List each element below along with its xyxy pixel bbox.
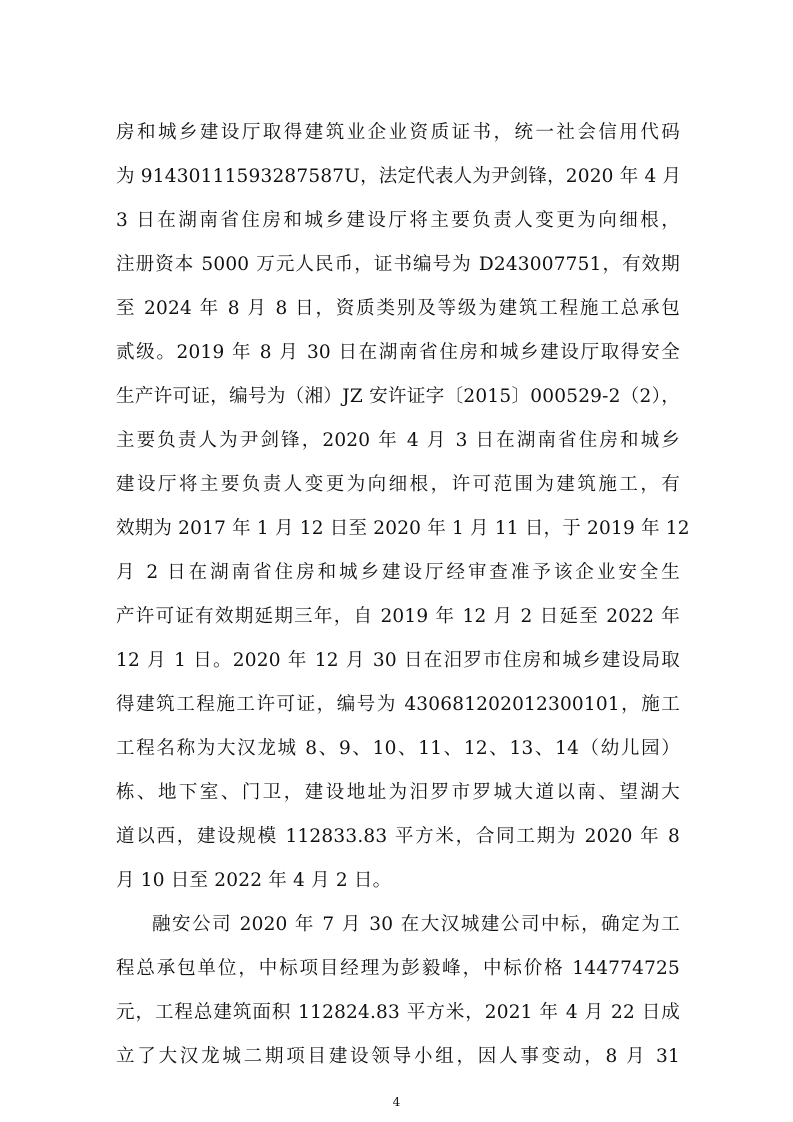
text-line: 为 91430111593287587U，法定代表人为尹剑锋，2020 年 4 月 <box>116 166 682 187</box>
text-line: 道以西，建设规模 112833.83 平方米，合同工期为 2020 年 8 <box>116 826 680 847</box>
text-line: 12 月 1 日。2020 年 12 月 30 日在汨罗市住房和城乡建设局取 <box>116 650 680 671</box>
text-line: 元，工程总建筑面积 112824.83 平方米，2021 年 4 月 22 日成 <box>116 1002 680 1023</box>
text-line: 得建筑工程施工许可证，编号为 430681202012300101，施工 <box>116 694 680 715</box>
page-number: 4 <box>392 1095 401 1109</box>
text-line: 生产许可证，编号为（湘）JZ 安许证字〔2015〕000529-2（2）， <box>116 386 680 407</box>
text-line: 程总承包单位，中标项目经理为彭毅峰，中标价格 144774725 <box>116 958 680 979</box>
text-line: 贰级。2019 年 8 月 30 日在湖南省住房和城乡建设厅取得安全 <box>116 342 680 363</box>
text-line: 月 2 日在湖南省住房和城乡建设厅经审查准予该企业安全生 <box>116 562 680 583</box>
text-line: 主要负责人为尹剑锋，2020 年 4 月 3 日在湖南省住房和城乡 <box>116 430 680 451</box>
text-line: 立了大汉龙城二期项目建设领导小组，因人事变动，8 月 31 <box>116 1046 680 1067</box>
text-line: 至 2024 年 8 月 8 日，资质类别及等级为建筑工程施工总承包 <box>116 298 680 319</box>
text-line: 产许可证有效期延期三年，自 2019 年 12 月 2 日延至 2022 年 <box>116 606 680 627</box>
text-line: 栋、地下室、门卫，建设地址为汨罗市罗城大道以南、望湖大 <box>116 782 680 803</box>
text-line: 房和城乡建设厅取得建筑业企业资质证书，统一社会信用代码 <box>116 122 680 143</box>
text-line: 3 日在湖南省住房和城乡建设厅将主要负责人变更为向细根， <box>116 210 680 231</box>
text-line: 建设厅将主要负责人变更为向细根，许可范围为建筑施工，有 <box>116 474 680 495</box>
text-line: 注册资本 5000 万元人民币，证书编号为 D243007751，有效期 <box>116 254 680 275</box>
text-line: 工程名称为大汉龙城 8、9、10、11、12、13、14（幼儿园） <box>116 738 680 759</box>
text-line: 月 10 日至 2022 年 4 月 2 日。 <box>116 870 392 891</box>
text-line: 效期为 2017 年 1 月 12 日至 2020 年 1 月 11 日，于 2019 年 12 <box>116 518 690 539</box>
text-line: 融安公司 2020 年 7 月 30 在大汉城建公司中标，确定为工 <box>152 914 680 935</box>
